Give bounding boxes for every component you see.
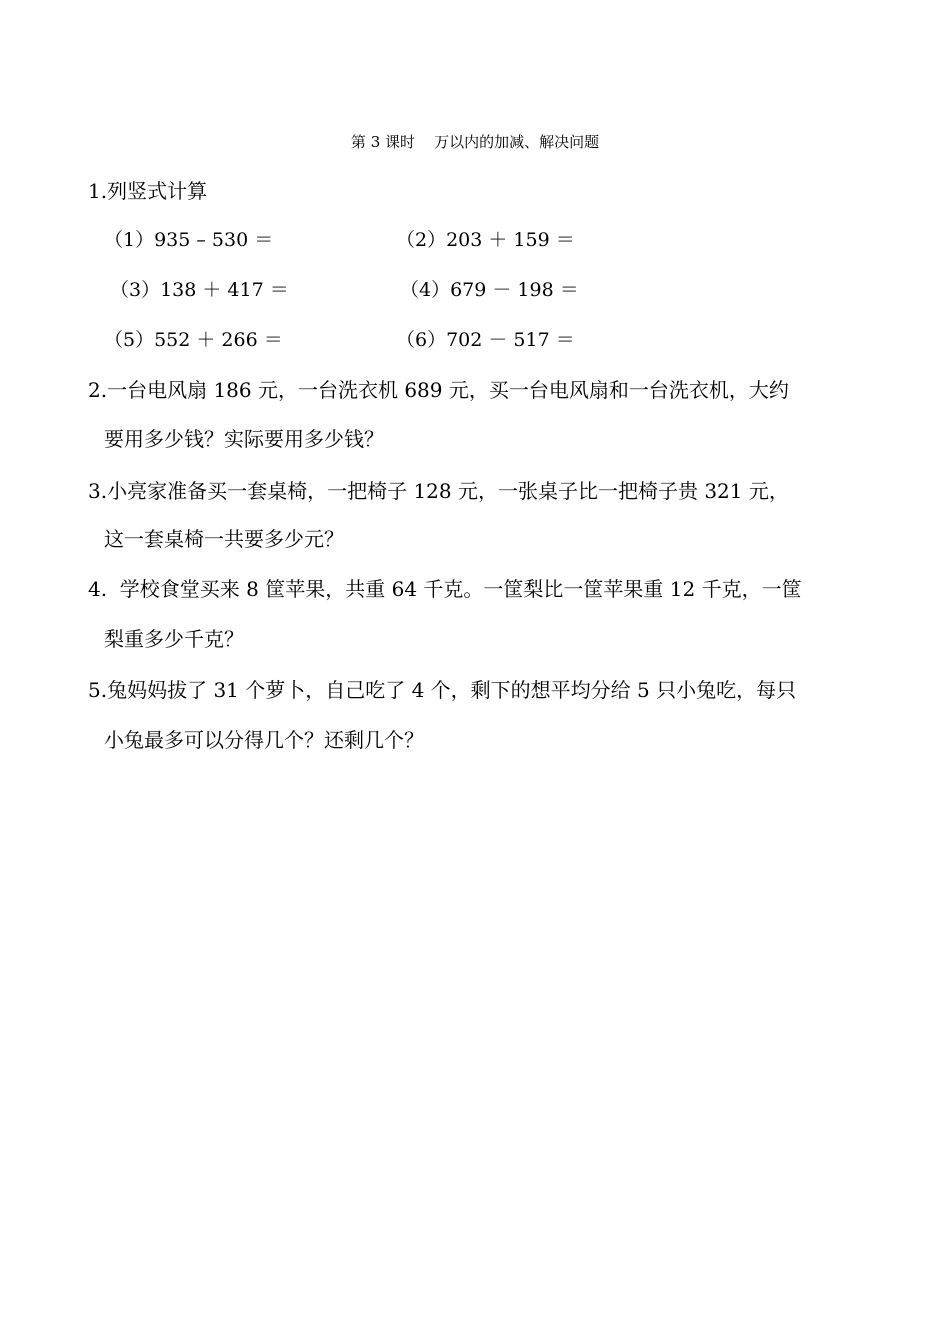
question-3-line-2: 这一套桌椅一共要多少元？ [104,527,344,551]
question-4-line-1: 4. 学校食堂买来 8 筐苹果，共重 64 千克。一筐梨比一筐苹果重 12 千克，一筐 [88,577,802,601]
calc-item-6: （6）702 － 517 ＝ [396,329,575,351]
calc-item-4: （4）679 － 198 ＝ [400,279,579,301]
question-5-line-1: 5.兔妈妈拔了 31 个萝卜，自己吃了 4 个，剩下的想平均分给 5 只小兔吃，每只 [88,678,797,702]
question-2-line-1: 2.一台电风扇 186 元，一台洗衣机 689 元，买一台电风扇和一台洗衣机，大约 [88,378,789,402]
calc-item-2: （2）203 ＋ 159 ＝ [396,229,575,251]
calc-item-3: （3）138 ＋ 417 ＝ [110,279,289,301]
question-1-heading: 1.列竖式计算 [88,179,208,203]
calc-item-1: （1）935 – 530 ＝ [104,229,274,251]
calc-item-5: （5）552 ＋ 266 ＝ [104,329,283,351]
question-4-line-2: 梨重多少千克？ [104,627,244,651]
question-2-line-2: 要用多少钱？实际要用多少钱？ [104,427,384,451]
question-5-line-2: 小兔最多可以分得几个？还剩几个？ [104,728,424,752]
question-3-line-1: 3.小亮家准备买一套桌椅，一把椅子 128 元，一张桌子比一把椅子贵 321 元， [88,479,789,503]
page-title: 第 3 课时 万以内的加减、解决问题 [350,133,600,151]
